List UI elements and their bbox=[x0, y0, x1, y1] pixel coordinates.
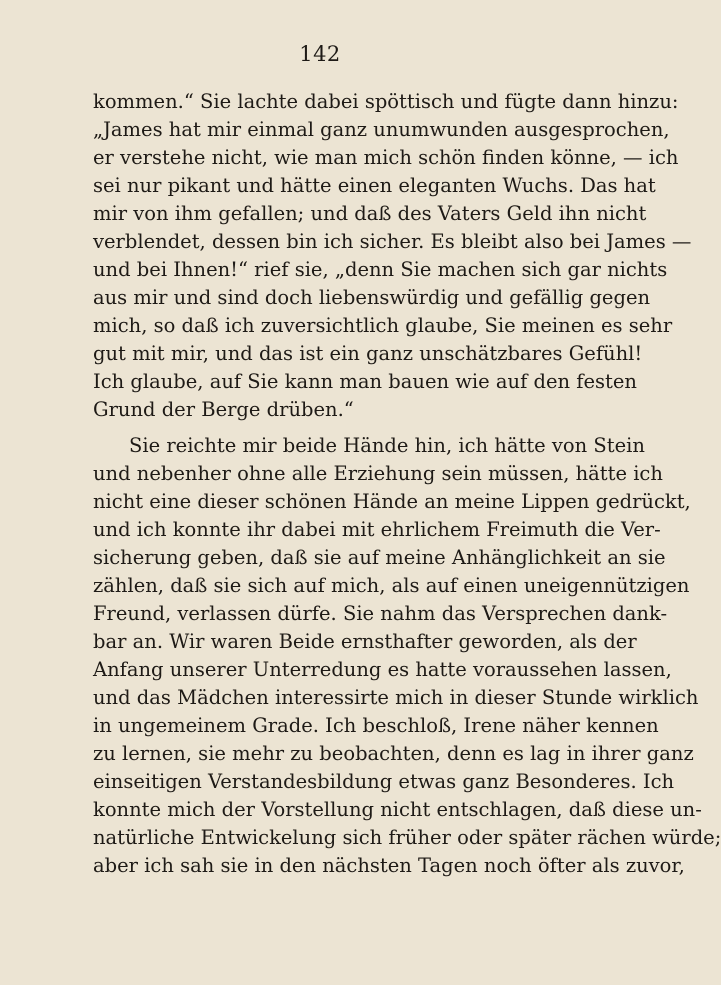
text-line: natürliche Entwickelung sich früher oder später rächen würde; bbox=[93, 826, 721, 849]
text-line: aus mir und sind doch liebenswürdig und gefällig gegen bbox=[93, 286, 651, 309]
text-line: Grund der Berge drüben.“ bbox=[93, 398, 354, 421]
text-line: in ungemeinem Grade. Ich beschloß, Irene näher kennen bbox=[93, 714, 659, 737]
text-line: sicherung geben, daß sie auf meine Anhänglichkeit an sie bbox=[93, 546, 666, 569]
text-line: mich, so daß ich zuversichtlich glaube, Sie meinen es sehr bbox=[93, 314, 673, 337]
text-line: Sie reichte mir beide Hände hin, ich hätte von Stein bbox=[129, 434, 645, 457]
text-line: zu lernen, sie mehr zu beobachten, denn es lag in ihrer ganz bbox=[93, 742, 694, 765]
paragraph-1 bbox=[93, 88, 692, 424]
text-line: und bei Ihnen!“ rief sie, „denn Sie machen sich gar nichts bbox=[93, 258, 668, 281]
text-line: Ich glaube, auf Sie kann man bauen wie auf den festen bbox=[93, 370, 637, 393]
text-line: sei nur pikant und hätte einen eleganten Wuchs. Das hat bbox=[93, 174, 656, 197]
text-line: mir von ihm gefallen; und daß des Vaters Geld ihn nicht bbox=[93, 202, 647, 225]
text-line: er verstehe nicht, wie man mich schön finden könne, — ich bbox=[93, 146, 679, 169]
text-line: einseitigen Verstandesbildung etwas ganz Besonderes. Ich bbox=[93, 770, 675, 793]
paragraph-2 bbox=[93, 432, 721, 880]
text-line: und ich konnte ihr dabei mit ehrlichem Freimuth die Ver- bbox=[93, 518, 661, 541]
text-line: und nebenher ohne alle Erziehung sein müssen, hätte ich bbox=[93, 462, 663, 485]
text-line: gut mit mir, und das ist ein ganz unschätzbares Gefühl! bbox=[93, 342, 643, 365]
page-number: 142 bbox=[299, 42, 341, 66]
text-line: kommen.“ Sie lachte dabei spöttisch und fügte dann hinzu: bbox=[93, 90, 679, 113]
text-line: aber ich sah sie in den nächsten Tagen noch öfter als zuvor, bbox=[93, 854, 685, 877]
text-line: bar an. Wir waren Beide ernsthafter geworden, als der bbox=[93, 630, 637, 653]
text-line: konnte mich der Vorstellung nicht entschlagen, daß diese un- bbox=[93, 798, 702, 821]
text-line: zählen, daß sie sich auf mich, als auf einen uneigennützigen bbox=[93, 574, 690, 597]
text-line: verblendet, dessen bin ich sicher. Es bleibt also bei James — bbox=[93, 230, 692, 253]
body-text bbox=[93, 88, 721, 880]
text-line: und das Mädchen interessirte mich in dieser Stunde wirklich bbox=[93, 686, 699, 709]
text-line: Freund, verlassen dürfe. Sie nahm das Versprechen dank- bbox=[93, 602, 668, 625]
text-line: „James hat mir einmal ganz unumwunden ausgesprochen, bbox=[93, 118, 670, 141]
text-line: Anfang unserer Unterredung es hatte voraussehen lassen, bbox=[93, 658, 672, 681]
text-line: nicht eine dieser schönen Hände an meine Lippen gedrückt, bbox=[93, 490, 691, 513]
